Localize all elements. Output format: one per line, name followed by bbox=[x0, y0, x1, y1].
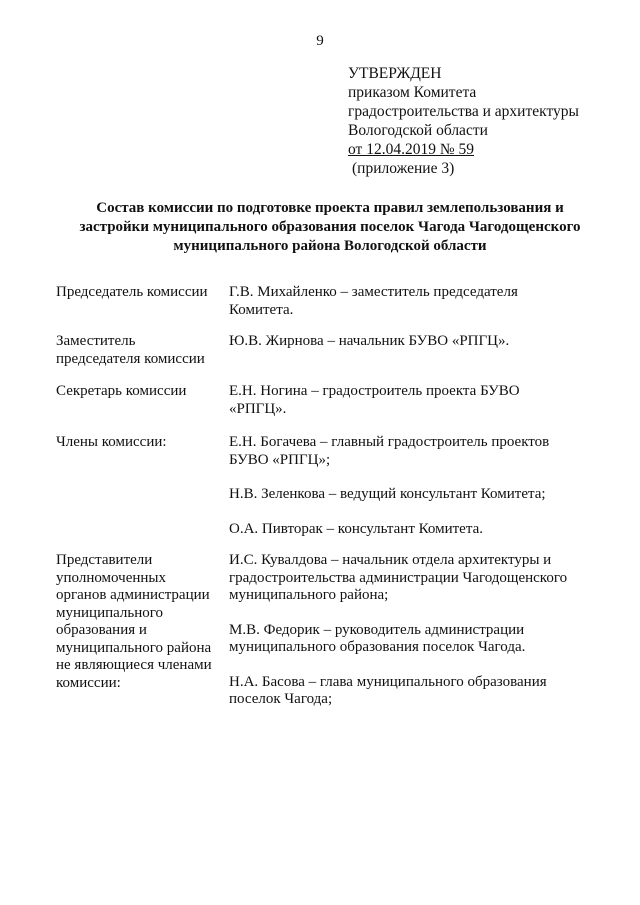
members-list bbox=[229, 333, 599, 368]
member-line: И.С. Кувалдова – начальник отдела архитектуры и bbox=[229, 552, 552, 568]
member-line: Н.А. Басова – глава муниципального образования bbox=[229, 673, 547, 690]
role-line: образования и bbox=[56, 622, 147, 638]
role-label bbox=[56, 434, 221, 452]
page-number: 9 bbox=[316, 33, 324, 49]
approval-line-1: приказом Комитета bbox=[348, 84, 477, 101]
role-line: Заместитель bbox=[56, 333, 136, 349]
member-line: муниципального района; bbox=[229, 587, 389, 603]
members-list bbox=[229, 552, 599, 726]
role-line: председателя комиссии bbox=[56, 350, 205, 367]
role-line: не являющиеся членами bbox=[56, 657, 212, 673]
role-line: органов администрации bbox=[56, 587, 210, 603]
title-line-2: застройки муниципального образования поселок Чагода Чагодощенского bbox=[79, 219, 581, 235]
member-entry bbox=[229, 333, 599, 351]
role-line: уполномоченных bbox=[56, 569, 166, 586]
member-entry bbox=[229, 434, 599, 469]
member-line: Г.В. Михайленко – заместитель председателя bbox=[229, 284, 518, 300]
member-line: поселок Чагода; bbox=[229, 691, 333, 707]
member-entry bbox=[229, 521, 599, 539]
member-line: Н.В. Зеленкова – ведущий консультант Комитета; bbox=[229, 486, 546, 502]
member-entry bbox=[229, 284, 599, 319]
title-line-1: Состав комиссии по подготовке проекта правил землепользования и bbox=[96, 200, 564, 216]
member-line: Е.Н. Богачева – главный градостроитель проектов bbox=[229, 434, 550, 450]
member-entry bbox=[229, 622, 599, 657]
member-line: М.В. Федорик – руководитель администрации bbox=[229, 621, 525, 638]
role-line: Секретарь комиссии bbox=[56, 383, 187, 399]
approval-line-2: градостроительства и архитектуры bbox=[348, 103, 579, 120]
member-entry bbox=[229, 552, 599, 605]
approval-block bbox=[348, 64, 628, 178]
role-line: Члены комиссии: bbox=[56, 434, 167, 450]
member-line: БУВО «РПГЦ»; bbox=[229, 451, 331, 468]
role-line: комиссии: bbox=[56, 674, 121, 691]
member-line: Ю.В. Жирнова – начальник БУВО «РПГЦ». bbox=[229, 333, 510, 349]
role-label bbox=[56, 333, 221, 368]
member-line: градостроительства администрации Чагодощенского bbox=[229, 569, 568, 586]
approval-status: УТВЕРЖДЕН bbox=[348, 65, 442, 82]
member-line: Е.Н. Ногина – градостроитель проекта БУВО bbox=[229, 383, 520, 399]
approval-line-3: Вологодской области bbox=[348, 122, 488, 139]
members-list bbox=[229, 284, 599, 336]
members-list bbox=[229, 383, 599, 435]
role-label bbox=[56, 552, 221, 692]
member-line: Комитета. bbox=[229, 301, 294, 318]
member-line: муниципального образования поселок Чагода. bbox=[229, 639, 526, 655]
role-line: муниципального bbox=[56, 604, 164, 621]
member-entry bbox=[229, 383, 599, 418]
members-list bbox=[229, 434, 599, 555]
member-line: О.А. Пивторак – консультант Комитета. bbox=[229, 520, 483, 537]
member-entry bbox=[229, 674, 599, 709]
title-line-3: муниципального района Вологодской области bbox=[173, 238, 487, 254]
role-line: муниципального района bbox=[56, 639, 212, 656]
member-entry bbox=[229, 486, 599, 504]
approval-attachment: (приложение 3) bbox=[352, 160, 455, 177]
member-line: «РПГЦ». bbox=[229, 400, 287, 417]
role-line: Представители bbox=[56, 552, 153, 568]
document-title bbox=[70, 199, 590, 256]
role-label bbox=[56, 383, 221, 401]
role-label bbox=[56, 284, 221, 302]
approval-order: от 12.04.2019 № 59 bbox=[348, 141, 474, 158]
role-line: Председатель комиссии bbox=[56, 284, 208, 300]
